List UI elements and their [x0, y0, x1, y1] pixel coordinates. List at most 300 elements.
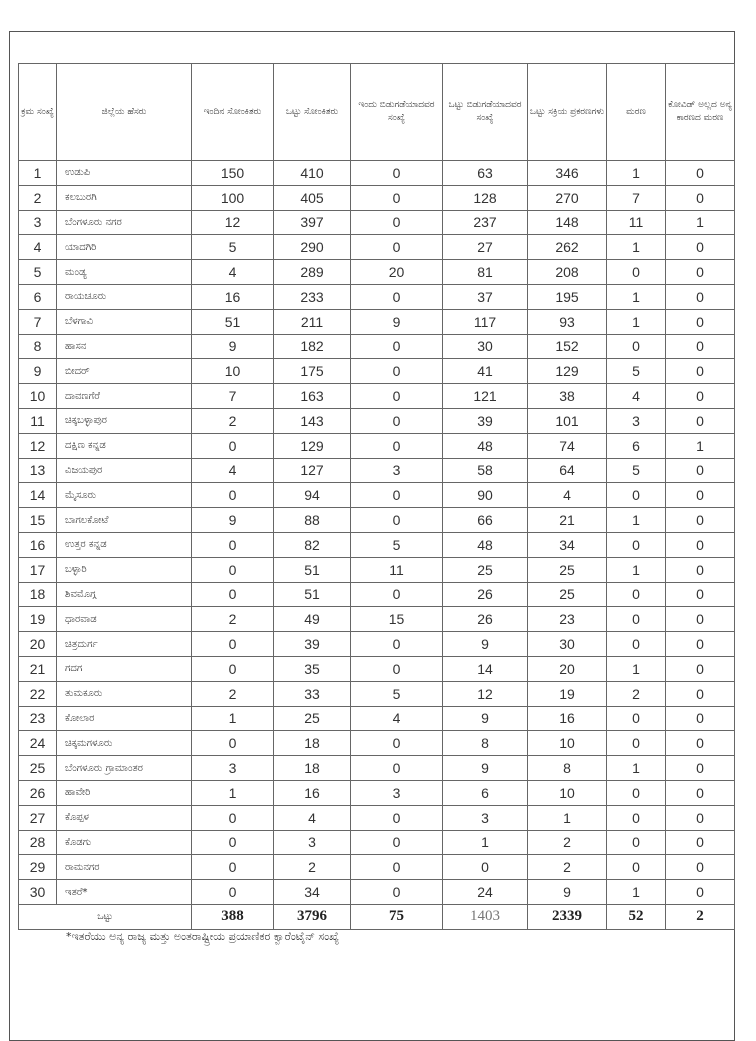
cell-non-covid-deaths: 0 — [666, 334, 735, 359]
cell-deaths: 1 — [607, 161, 666, 186]
cell-serial-no: 13 — [19, 458, 57, 483]
cell-district-name: ಬೀದರ್ — [57, 359, 192, 384]
cell-serial-no: 25 — [19, 756, 57, 781]
cell-non-covid-deaths: 0 — [666, 607, 735, 632]
cell-serial-no: 7 — [19, 309, 57, 334]
cell-district-name: ಧಾರವಾಡ — [57, 607, 192, 632]
cell-today-infected: 2 — [192, 408, 274, 433]
cell-deaths: 1 — [607, 656, 666, 681]
cell-today-infected: 1 — [192, 706, 274, 731]
cell-total-infected: 4 — [274, 805, 351, 830]
cell-today-discharged: 0 — [351, 334, 443, 359]
cell-today-discharged: 0 — [351, 384, 443, 409]
cell-deaths: 1 — [607, 235, 666, 260]
cell-non-covid-deaths: 0 — [666, 161, 735, 186]
cell-today-infected: 0 — [192, 830, 274, 855]
cell-total-discharged: 3 — [443, 805, 528, 830]
cell-non-covid-deaths: 0 — [666, 260, 735, 285]
table-row — [19, 805, 735, 830]
cell-active-cases: 64 — [528, 458, 607, 483]
table-header-row — [19, 64, 735, 161]
cell-deaths: 6 — [607, 433, 666, 458]
table-row — [19, 681, 735, 706]
total-discharged: 1403 — [443, 904, 528, 929]
table-row — [19, 557, 735, 582]
header-total-discharged: ಒಟ್ಟು ಬಿಡುಗಡೆಯಾದವರ ಸಂಖ್ಯೆ — [443, 64, 528, 161]
cell-total-infected: 143 — [274, 408, 351, 433]
cell-today-discharged: 0 — [351, 483, 443, 508]
table-row — [19, 731, 735, 756]
cell-today-infected: 0 — [192, 632, 274, 657]
cell-today-infected: 0 — [192, 731, 274, 756]
cell-today-infected: 0 — [192, 557, 274, 582]
cell-deaths: 1 — [607, 880, 666, 905]
cell-district-name: ಉತ್ತರ ಕನ್ನಡ — [57, 532, 192, 557]
cell-total-infected: 405 — [274, 185, 351, 210]
cell-total-infected: 49 — [274, 607, 351, 632]
cell-active-cases: 2 — [528, 855, 607, 880]
cell-district-name: ಗದಗ — [57, 656, 192, 681]
cell-non-covid-deaths: 1 — [666, 433, 735, 458]
cell-today-discharged: 0 — [351, 235, 443, 260]
cell-deaths: 0 — [607, 830, 666, 855]
cell-total-discharged: 48 — [443, 532, 528, 557]
cell-today-infected: 10 — [192, 359, 274, 384]
table-row — [19, 161, 735, 186]
cell-total-discharged: 48 — [443, 433, 528, 458]
cell-active-cases: 101 — [528, 408, 607, 433]
total-today-infected: 388 — [192, 904, 274, 929]
cell-total-infected: 175 — [274, 359, 351, 384]
cell-total-discharged: 63 — [443, 161, 528, 186]
cell-serial-no: 29 — [19, 855, 57, 880]
cell-today-discharged: 0 — [351, 161, 443, 186]
cell-deaths: 0 — [607, 260, 666, 285]
total-today-discharged: 75 — [351, 904, 443, 929]
cell-non-covid-deaths: 0 — [666, 284, 735, 309]
table-row — [19, 433, 735, 458]
table-row — [19, 210, 735, 235]
cell-deaths: 0 — [607, 582, 666, 607]
cell-district-name: ರಾಮನಗರ — [57, 855, 192, 880]
cell-today-discharged: 0 — [351, 210, 443, 235]
cell-district-name: ಕೋಲಾರ — [57, 706, 192, 731]
cell-serial-no: 3 — [19, 210, 57, 235]
cell-total-infected: 33 — [274, 681, 351, 706]
cell-deaths: 0 — [607, 607, 666, 632]
header-today-infected: ಇಂದಿನ ಸೋಂಕಿತರು — [192, 64, 274, 161]
table-row — [19, 185, 735, 210]
footnote: *ಇತರೆಯು ಅನ್ಯ ರಾಜ್ಯ ಮತ್ತು ಅಂತರಾಷ್ಟ್ರೀಯ ಪ್ರಯಾಣಿಕರ ಕ್ವಾರೆಂಟೈನ್ ಸಂಖ್ಯೆ — [66, 930, 340, 943]
table-row — [19, 706, 735, 731]
cell-today-infected: 2 — [192, 681, 274, 706]
cell-total-infected: 290 — [274, 235, 351, 260]
cell-non-covid-deaths: 1 — [666, 210, 735, 235]
cell-today-discharged: 0 — [351, 359, 443, 384]
cell-serial-no: 12 — [19, 433, 57, 458]
cell-today-discharged: 0 — [351, 855, 443, 880]
cell-total-infected: 82 — [274, 532, 351, 557]
cell-today-discharged: 0 — [351, 185, 443, 210]
cell-total-discharged: 0 — [443, 855, 528, 880]
cell-serial-no: 5 — [19, 260, 57, 285]
cell-non-covid-deaths: 0 — [666, 458, 735, 483]
total-row — [19, 904, 735, 929]
cell-today-discharged: 0 — [351, 408, 443, 433]
cell-serial-no: 15 — [19, 508, 57, 533]
cell-non-covid-deaths: 0 — [666, 508, 735, 533]
table-row — [19, 260, 735, 285]
cell-today-infected: 0 — [192, 433, 274, 458]
cell-total-infected: 182 — [274, 334, 351, 359]
cell-today-discharged: 0 — [351, 756, 443, 781]
cell-serial-no: 27 — [19, 805, 57, 830]
cell-active-cases: 2 — [528, 830, 607, 855]
cell-deaths: 0 — [607, 334, 666, 359]
cell-deaths: 1 — [607, 309, 666, 334]
cell-total-infected: 211 — [274, 309, 351, 334]
covid-district-table — [18, 63, 735, 930]
cell-today-discharged: 0 — [351, 805, 443, 830]
cell-total-infected: 51 — [274, 582, 351, 607]
cell-total-infected: 127 — [274, 458, 351, 483]
cell-serial-no: 19 — [19, 607, 57, 632]
cell-district-name: ತುಮಕೂರು — [57, 681, 192, 706]
cell-non-covid-deaths: 0 — [666, 805, 735, 830]
table-row — [19, 384, 735, 409]
cell-deaths: 1 — [607, 508, 666, 533]
table-row — [19, 532, 735, 557]
cell-active-cases: 21 — [528, 508, 607, 533]
cell-non-covid-deaths: 0 — [666, 557, 735, 582]
cell-active-cases: 38 — [528, 384, 607, 409]
cell-non-covid-deaths: 0 — [666, 532, 735, 557]
cell-total-discharged: 117 — [443, 309, 528, 334]
total-label: ಒಟ್ಟು — [19, 904, 192, 929]
cell-total-discharged: 9 — [443, 632, 528, 657]
total-active-cases: 2339 — [528, 904, 607, 929]
cell-today-discharged: 20 — [351, 260, 443, 285]
cell-today-infected: 4 — [192, 260, 274, 285]
cell-total-discharged: 9 — [443, 706, 528, 731]
table-row — [19, 334, 735, 359]
cell-total-discharged: 9 — [443, 756, 528, 781]
cell-total-discharged: 58 — [443, 458, 528, 483]
cell-today-discharged: 5 — [351, 532, 443, 557]
cell-today-discharged: 0 — [351, 880, 443, 905]
cell-total-infected: 129 — [274, 433, 351, 458]
cell-total-discharged: 37 — [443, 284, 528, 309]
cell-total-discharged: 41 — [443, 359, 528, 384]
cell-total-discharged: 66 — [443, 508, 528, 533]
cell-serial-no: 17 — [19, 557, 57, 582]
cell-total-infected: 25 — [274, 706, 351, 731]
cell-today-infected: 51 — [192, 309, 274, 334]
cell-district-name: ಕಲಬುರಗಿ — [57, 185, 192, 210]
cell-active-cases: 23 — [528, 607, 607, 632]
cell-active-cases: 16 — [528, 706, 607, 731]
cell-today-infected: 0 — [192, 880, 274, 905]
cell-district-name: ಬಳ್ಳಾರಿ — [57, 557, 192, 582]
cell-active-cases: 208 — [528, 260, 607, 285]
cell-district-name: ಬೆಂಗಳೂರು ನಗರ — [57, 210, 192, 235]
cell-serial-no: 21 — [19, 656, 57, 681]
cell-active-cases: 74 — [528, 433, 607, 458]
cell-non-covid-deaths: 0 — [666, 483, 735, 508]
cell-non-covid-deaths: 0 — [666, 185, 735, 210]
cell-total-discharged: 24 — [443, 880, 528, 905]
cell-non-covid-deaths: 0 — [666, 656, 735, 681]
cell-today-infected: 16 — [192, 284, 274, 309]
cell-district-name: ಮೈಸೂರು — [57, 483, 192, 508]
cell-deaths: 0 — [607, 483, 666, 508]
cell-today-discharged: 0 — [351, 830, 443, 855]
cell-district-name: ಬಾಗಲಕೋಟೆ — [57, 508, 192, 533]
cell-active-cases: 19 — [528, 681, 607, 706]
cell-district-name: ಮಂಡ್ಯ — [57, 260, 192, 285]
cell-serial-no: 9 — [19, 359, 57, 384]
total-deaths: 52 — [607, 904, 666, 929]
table-row — [19, 235, 735, 260]
table-row — [19, 483, 735, 508]
cell-serial-no: 23 — [19, 706, 57, 731]
table-row — [19, 756, 735, 781]
cell-today-infected: 2 — [192, 607, 274, 632]
cell-today-infected: 9 — [192, 334, 274, 359]
cell-non-covid-deaths: 0 — [666, 384, 735, 409]
cell-serial-no: 16 — [19, 532, 57, 557]
table-row — [19, 582, 735, 607]
cell-district-name: ದಕ್ಷಿಣ ಕನ್ನಡ — [57, 433, 192, 458]
cell-total-discharged: 237 — [443, 210, 528, 235]
table-row — [19, 408, 735, 433]
cell-today-infected: 0 — [192, 855, 274, 880]
cell-today-discharged: 0 — [351, 656, 443, 681]
cell-total-infected: 2 — [274, 855, 351, 880]
header-active-cases: ಒಟ್ಟು ಸಕ್ರಿಯ ಪ್ರಕರಣಗಳು — [528, 64, 607, 161]
cell-today-infected: 1 — [192, 780, 274, 805]
cell-total-discharged: 81 — [443, 260, 528, 285]
cell-total-discharged: 90 — [443, 483, 528, 508]
cell-serial-no: 22 — [19, 681, 57, 706]
cell-district-name: ಇತರೆ* — [57, 880, 192, 905]
cell-non-covid-deaths: 0 — [666, 756, 735, 781]
cell-total-infected: 51 — [274, 557, 351, 582]
cell-total-discharged: 27 — [443, 235, 528, 260]
cell-non-covid-deaths: 0 — [666, 309, 735, 334]
cell-today-infected: 0 — [192, 805, 274, 830]
cell-serial-no: 14 — [19, 483, 57, 508]
cell-deaths: 0 — [607, 731, 666, 756]
cell-active-cases: 195 — [528, 284, 607, 309]
cell-deaths: 5 — [607, 359, 666, 384]
cell-total-discharged: 14 — [443, 656, 528, 681]
cell-active-cases: 30 — [528, 632, 607, 657]
cell-active-cases: 10 — [528, 731, 607, 756]
cell-district-name: ಬೆಳಗಾವಿ — [57, 309, 192, 334]
cell-total-discharged: 39 — [443, 408, 528, 433]
cell-total-infected: 35 — [274, 656, 351, 681]
cell-serial-no: 26 — [19, 780, 57, 805]
cell-non-covid-deaths: 0 — [666, 582, 735, 607]
cell-deaths: 0 — [607, 805, 666, 830]
header-serial-no: ಕ್ರಮ ಸಂಖ್ಯೆ — [19, 64, 57, 161]
cell-serial-no: 11 — [19, 408, 57, 433]
cell-active-cases: 10 — [528, 780, 607, 805]
cell-active-cases: 34 — [528, 532, 607, 557]
cell-district-name: ಕೊಪ್ಪಳ — [57, 805, 192, 830]
table-row — [19, 656, 735, 681]
cell-total-infected: 34 — [274, 880, 351, 905]
cell-serial-no: 2 — [19, 185, 57, 210]
cell-non-covid-deaths: 0 — [666, 408, 735, 433]
cell-today-discharged: 15 — [351, 607, 443, 632]
cell-district-name: ಉಡುಪಿ — [57, 161, 192, 186]
table-row — [19, 607, 735, 632]
header-deaths: ಮರಣ — [607, 64, 666, 161]
cell-today-discharged: 5 — [351, 681, 443, 706]
cell-total-discharged: 30 — [443, 334, 528, 359]
cell-deaths: 0 — [607, 780, 666, 805]
cell-total-infected: 410 — [274, 161, 351, 186]
table-row — [19, 359, 735, 384]
cell-district-name: ಶಿವಮೊಗ್ಗ — [57, 582, 192, 607]
cell-active-cases: 20 — [528, 656, 607, 681]
table-row — [19, 855, 735, 880]
cell-total-infected: 94 — [274, 483, 351, 508]
cell-deaths: 1 — [607, 284, 666, 309]
cell-total-discharged: 1 — [443, 830, 528, 855]
cell-non-covid-deaths: 0 — [666, 681, 735, 706]
cell-today-infected: 0 — [192, 582, 274, 607]
cell-district-name: ಚಿಕ್ಕಬಳ್ಳಾಪುರ — [57, 408, 192, 433]
cell-deaths: 0 — [607, 855, 666, 880]
cell-today-discharged: 0 — [351, 284, 443, 309]
header-district-name: ಜಿಲ್ಲೆಯ ಹೆಸರು — [57, 64, 192, 161]
total-non-covid-deaths: 2 — [666, 904, 735, 929]
cell-serial-no: 4 — [19, 235, 57, 260]
cell-district-name: ಹಾವೇರಿ — [57, 780, 192, 805]
cell-active-cases: 152 — [528, 334, 607, 359]
cell-deaths: 1 — [607, 557, 666, 582]
cell-today-discharged: 0 — [351, 582, 443, 607]
cell-today-infected: 9 — [192, 508, 274, 533]
cell-today-discharged: 0 — [351, 731, 443, 756]
table-row — [19, 830, 735, 855]
cell-district-name: ಕೊಡಗು — [57, 830, 192, 855]
cell-non-covid-deaths: 0 — [666, 359, 735, 384]
cell-district-name: ರಾಯಚೂರು — [57, 284, 192, 309]
cell-total-infected: 39 — [274, 632, 351, 657]
cell-today-infected: 4 — [192, 458, 274, 483]
cell-serial-no: 6 — [19, 284, 57, 309]
cell-today-discharged: 4 — [351, 706, 443, 731]
cell-active-cases: 129 — [528, 359, 607, 384]
cell-district-name: ಯಾದಗಿರಿ — [57, 235, 192, 260]
cell-total-discharged: 26 — [443, 607, 528, 632]
cell-total-infected: 289 — [274, 260, 351, 285]
cell-district-name: ಬೆಂಗಳೂರು ಗ್ರಾಮಾಂತರ — [57, 756, 192, 781]
cell-serial-no: 24 — [19, 731, 57, 756]
cell-today-infected: 7 — [192, 384, 274, 409]
cell-serial-no: 18 — [19, 582, 57, 607]
header-non-covid-deaths: ಕೋವಿಡ್ ಅಲ್ಲದ ಅನ್ಯ ಕಾರಣದ ಮರಣ — [666, 64, 735, 161]
total-infected: 3796 — [274, 904, 351, 929]
cell-district-name: ದಾವಣಗೆರೆ — [57, 384, 192, 409]
cell-non-covid-deaths: 0 — [666, 880, 735, 905]
table-row — [19, 284, 735, 309]
cell-non-covid-deaths: 0 — [666, 632, 735, 657]
cell-serial-no: 1 — [19, 161, 57, 186]
cell-total-discharged: 8 — [443, 731, 528, 756]
header-today-discharged: ಇಂದು ಬಿಡುಗಡೆಯಾದವರ ಸಂಖ್ಯೆ — [351, 64, 443, 161]
cell-total-discharged: 12 — [443, 681, 528, 706]
cell-non-covid-deaths: 0 — [666, 780, 735, 805]
cell-deaths: 1 — [607, 756, 666, 781]
cell-district-name: ವಿಜಯಪುರ — [57, 458, 192, 483]
table-row — [19, 508, 735, 533]
header-total-infected: ಒಟ್ಟು ಸೋಂಕಿತರು — [274, 64, 351, 161]
cell-deaths: 0 — [607, 632, 666, 657]
cell-active-cases: 346 — [528, 161, 607, 186]
cell-non-covid-deaths: 0 — [666, 706, 735, 731]
cell-deaths: 0 — [607, 706, 666, 731]
cell-today-infected: 0 — [192, 656, 274, 681]
cell-today-infected: 12 — [192, 210, 274, 235]
table-row — [19, 458, 735, 483]
table-body — [19, 161, 735, 905]
cell-serial-no: 30 — [19, 880, 57, 905]
cell-deaths: 5 — [607, 458, 666, 483]
cell-total-discharged: 6 — [443, 780, 528, 805]
cell-active-cases: 9 — [528, 880, 607, 905]
cell-today-discharged: 0 — [351, 632, 443, 657]
cell-total-discharged: 128 — [443, 185, 528, 210]
cell-active-cases: 270 — [528, 185, 607, 210]
table-row — [19, 880, 735, 905]
table-row — [19, 780, 735, 805]
cell-active-cases: 148 — [528, 210, 607, 235]
cell-deaths: 7 — [607, 185, 666, 210]
cell-district-name: ಚಿಕ್ಕಮಗಳೂರು — [57, 731, 192, 756]
cell-today-infected: 100 — [192, 185, 274, 210]
cell-active-cases: 25 — [528, 557, 607, 582]
cell-active-cases: 25 — [528, 582, 607, 607]
cell-total-discharged: 26 — [443, 582, 528, 607]
cell-non-covid-deaths: 0 — [666, 731, 735, 756]
cell-non-covid-deaths: 0 — [666, 235, 735, 260]
cell-active-cases: 93 — [528, 309, 607, 334]
cell-total-discharged: 121 — [443, 384, 528, 409]
cell-active-cases: 8 — [528, 756, 607, 781]
cell-active-cases: 4 — [528, 483, 607, 508]
cell-deaths: 4 — [607, 384, 666, 409]
cell-serial-no: 8 — [19, 334, 57, 359]
table-row — [19, 632, 735, 657]
cell-active-cases: 1 — [528, 805, 607, 830]
cell-serial-no: 10 — [19, 384, 57, 409]
table-row — [19, 309, 735, 334]
cell-active-cases: 262 — [528, 235, 607, 260]
cell-today-infected: 0 — [192, 483, 274, 508]
cell-today-infected: 0 — [192, 532, 274, 557]
cell-total-discharged: 25 — [443, 557, 528, 582]
cell-today-discharged: 0 — [351, 508, 443, 533]
cell-today-discharged: 3 — [351, 458, 443, 483]
cell-total-infected: 397 — [274, 210, 351, 235]
cell-today-discharged: 11 — [351, 557, 443, 582]
cell-district-name: ಹಾಸನ — [57, 334, 192, 359]
